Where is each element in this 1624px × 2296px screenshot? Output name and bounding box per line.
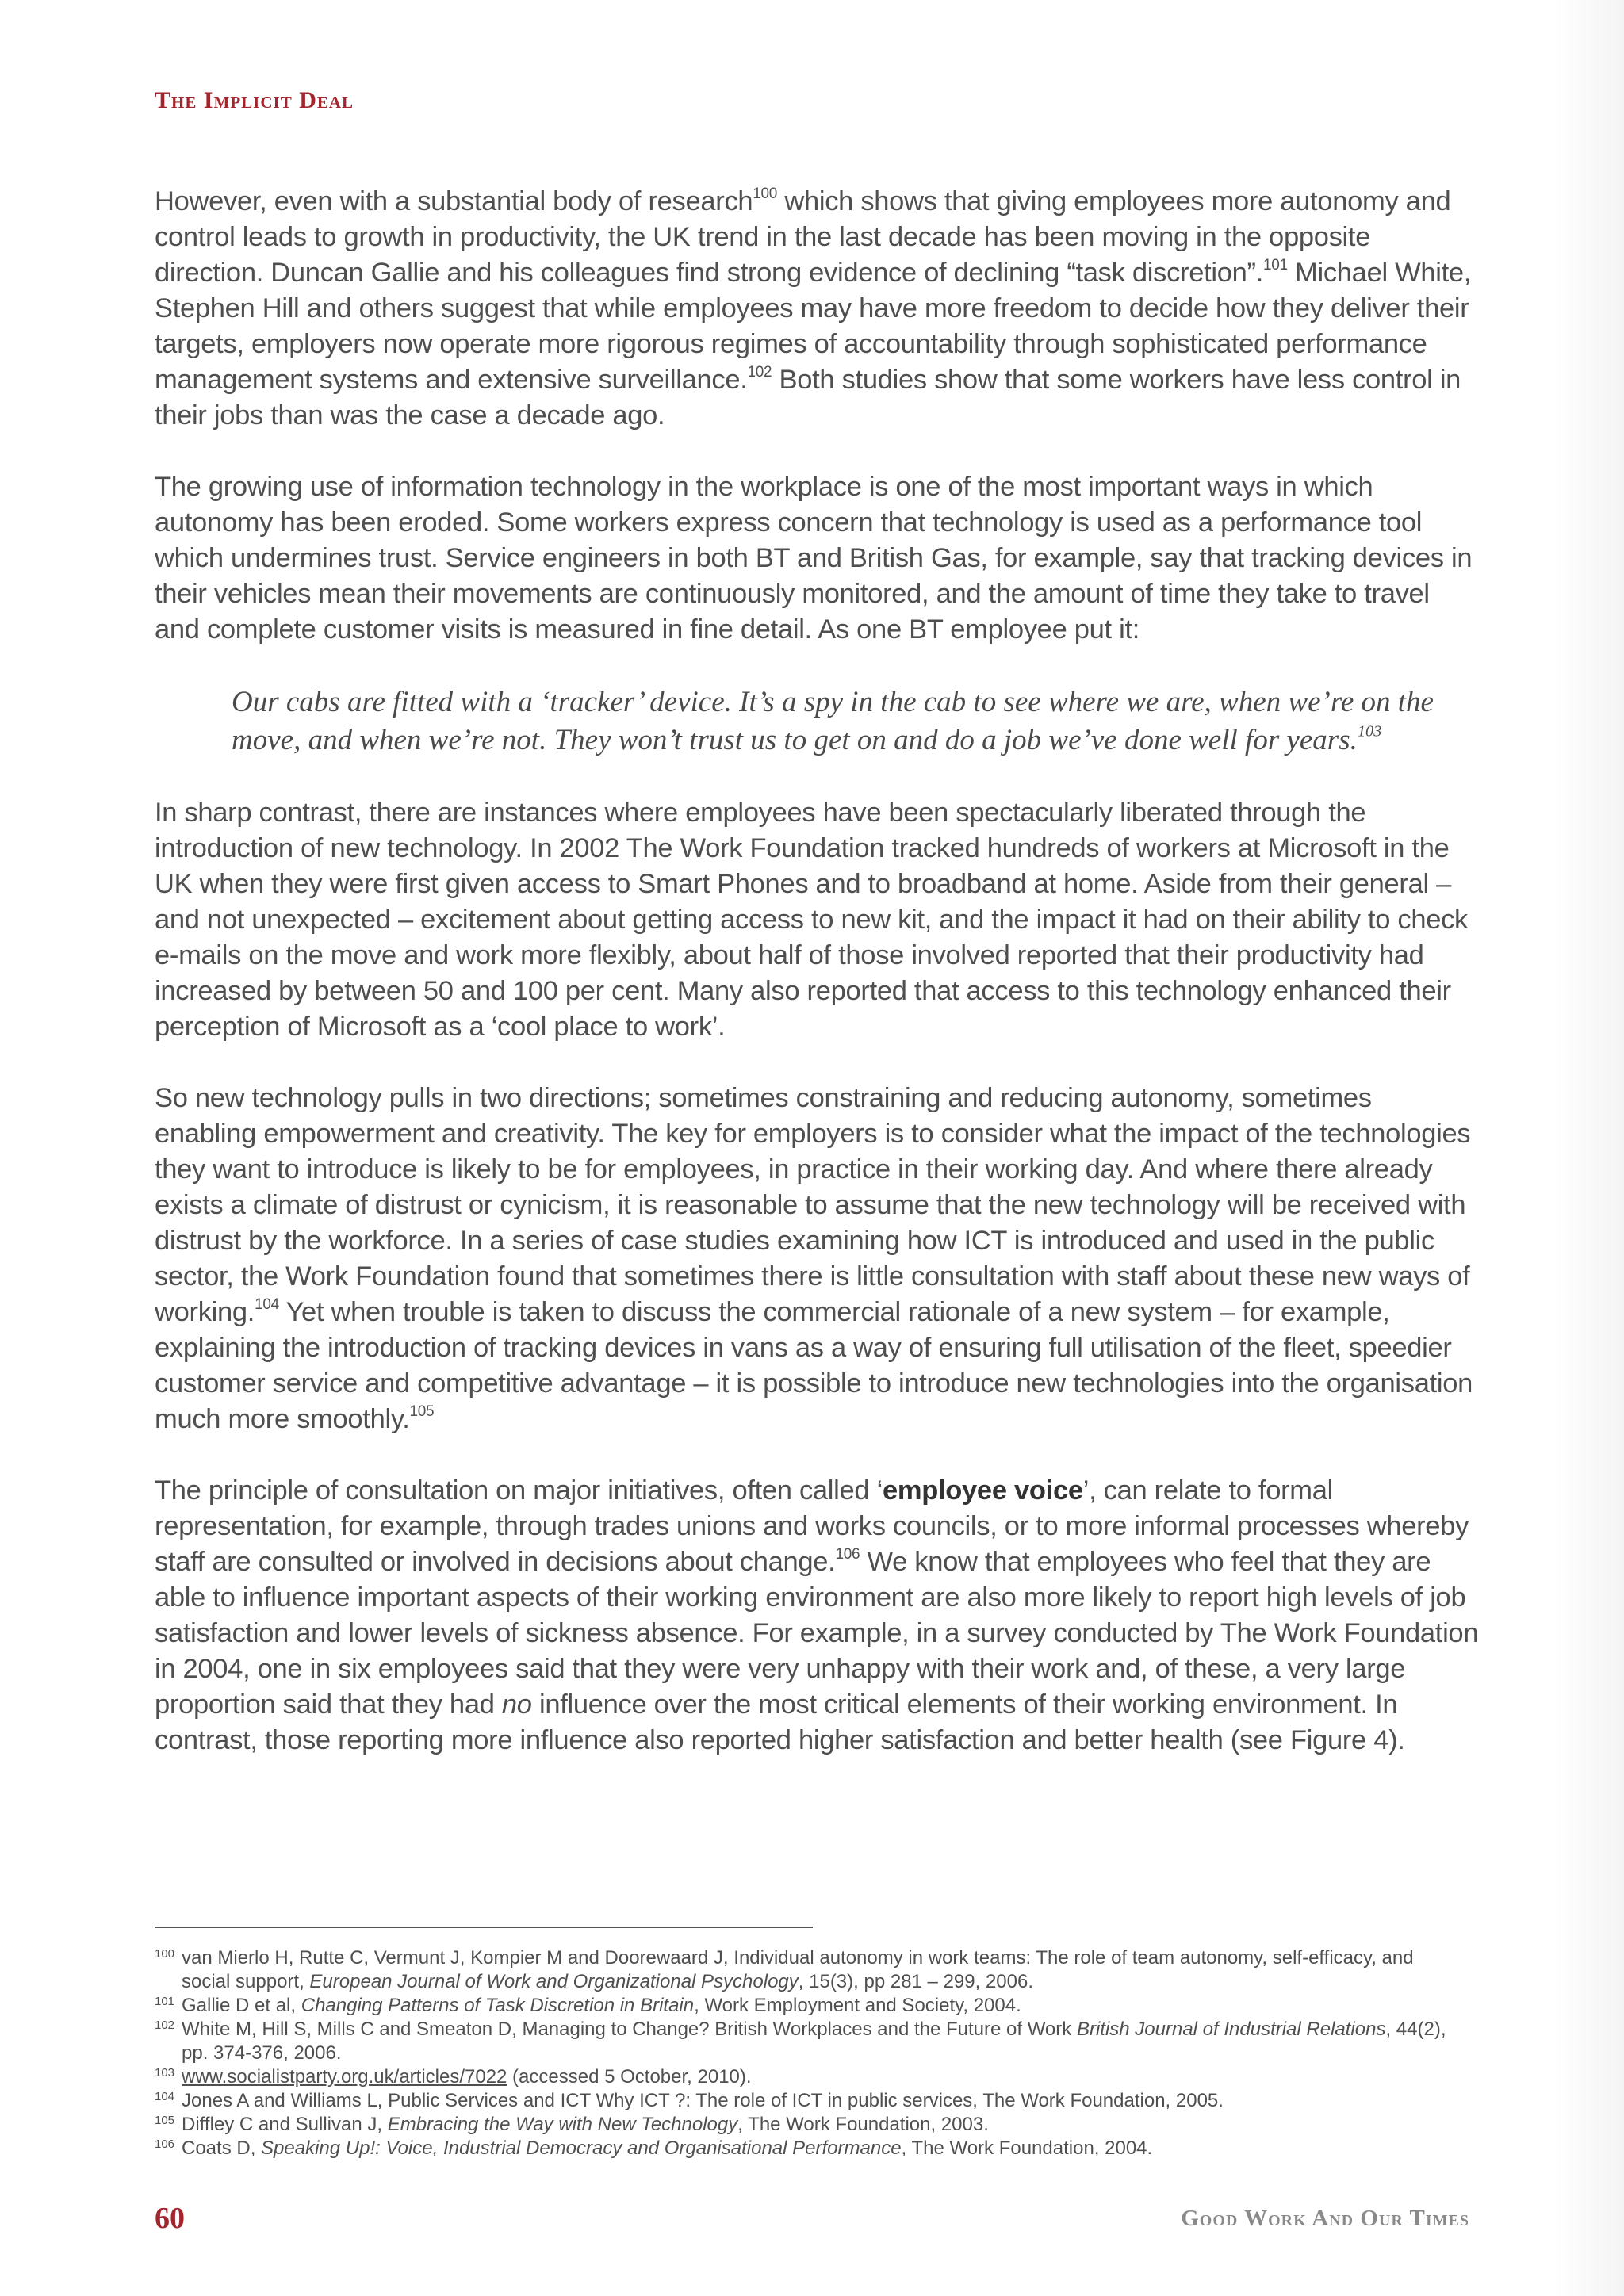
- footnote-ref-103[interactable]: 103: [1357, 722, 1382, 740]
- footnote-101: 101 Gallie D et al, Changing Patterns of Task Discretion in Britain, Work Employment and Society, 2004.: [155, 1995, 1021, 2016]
- running-footer-title: Good Work And Our Times: [1181, 2206, 1469, 2231]
- footnote-text-tail: , The Work Foundation, 2003.: [737, 2114, 989, 2135]
- paragraph-5-text-b: ’, can relate to formal representation, for example, through trades unions and works councils, or to more informal processes whereby staff are consulted or involved in decisions about change.: [155, 1475, 1469, 1577]
- footnote-105: 105 Diffley C and Sullivan J, Embracing the Way with New Technology, The Work Foundation, 2003.: [155, 2114, 989, 2135]
- employee-quote: [232, 683, 1500, 760]
- footnote-text-tail: , Work Employment and Society, 2004.: [694, 1995, 1021, 2016]
- footnote-103: 103 www.socialistparty.org.uk/articles/7022 (accessed 5 October, 2010).: [155, 2066, 752, 2087]
- footnote-title: Embracing the Way with New Technology: [387, 2114, 738, 2135]
- page-number: 60: [155, 2202, 185, 2235]
- footnote-journal: British Journal of Industrial Relations: [1076, 2019, 1386, 2040]
- footnote-text-tail: , 15(3), pp 281 – 299, 2006.: [798, 1971, 1034, 1992]
- paragraph-1: [155, 184, 1479, 434]
- footnote-ref-105[interactable]: 105: [409, 1402, 435, 1420]
- footnotes-list: [155, 1946, 1463, 2160]
- footnote-106: 106 Coats D, Speaking Up!: Voice, Industrial Democracy and Organisational Performance, The Work Foundation, 2004.: [155, 2137, 1153, 2159]
- paragraph-4-text-b: Yet when trouble is taken to discuss the commercial rationale of a new system – for example, explaining the introduction of tracking devices in vans as a way of ensuring full utilisation of the fleet, speedier customer service and competitive advantage – it is possible to introduce new technologies into the organisation much more smoothly.: [155, 1297, 1473, 1434]
- footnote-text: van Mierlo H, Rutte C, Vermunt J, Kompier M and Doorewaard J, Individual autonomy in work teams: The role of team autonomy, self-efficacy, and social support,: [182, 1947, 1414, 1992]
- emphasis-no: no: [501, 1689, 532, 1720]
- footnote-ref-106[interactable]: 106: [835, 1545, 860, 1563]
- footnote-text: Diffley C and Sullivan J,: [182, 2114, 388, 2135]
- main-text-column: [155, 184, 1479, 1794]
- footnote-ref-101[interactable]: 101: [1263, 256, 1288, 274]
- footnote-title: Changing Patterns of Task Discretion in Britain: [301, 1995, 695, 2016]
- paragraph-1-text-a: However, even with a substantial body of research: [155, 186, 753, 216]
- footnote-text: Gallie D et al,: [182, 1995, 301, 2016]
- footnote-102: 102 White M, Hill S, Mills C and Smeaton D, Managing to Change? British Workplaces and the Future of Work British Journal of Industrial Relations, 44(2), pp. 374-376, 2006.: [155, 2019, 1446, 2064]
- footnote-journal: European Journal of Work and Organizational Psychology: [309, 1971, 799, 1992]
- paragraph-4: [155, 1081, 1479, 1437]
- paragraph-1-text-c: Michael White, Stephen Hill and others suggest that while employees may have more freedom to decide how they deliver their targets, employers now operate more rigorous regimes of accountability through sophisticated performance management systems and extensive surveillance.: [155, 258, 1472, 395]
- footnote-ref-104[interactable]: 104: [255, 1295, 279, 1313]
- paragraph-5-text-a: The principle of consultation on major initiatives, often called ‘: [155, 1475, 883, 1506]
- paragraph-5-text-c: We know that employees who feel that they are able to influence important aspects of their working environment are also more likely to report high levels of job satisfaction and lower levels of sickness absence. For example, in a survey conducted by The Work Foundation in 2004, one in six employees said that they were very unhappy with their work and, of these, a very large proportion said that they had: [155, 1547, 1479, 1720]
- paragraph-5-text-d: influence over the most critical elements of their working environment. In contrast, those reporting more influence also reported higher satisfaction and better health (see Figure 4).: [155, 1689, 1405, 1755]
- paragraph-3: In sharp contrast, there are instances where employees have been spectacularly liberated through the introduction of new technology. In 2002 The Work Foundation tracked hundreds of workers at Microsoft in the UK when they were first given access to Smart Phones and to broadband at home. Aside from their general – and not unexpected – excitement about getting access to new kit, and the impact it had on their ability to check e-mails on the move and work more flexibly, about half of those involved reported that their productivity had increased by between 50 and 100 per cent. Many also reported that access to this technology enhanced their perception of Microsoft as a ‘cool place to work’.: [155, 798, 1469, 1042]
- footnote-divider: [155, 1927, 813, 1928]
- paragraph-1-text-d: Both studies show that some workers have less control in their jobs than was the case a decade ago.: [155, 365, 1461, 430]
- paragraph-5: [155, 1473, 1479, 1758]
- employee-voice-term: employee voice: [882, 1475, 1083, 1506]
- footnote-ref-102[interactable]: 102: [747, 363, 772, 381]
- paragraph-1-text-b: which shows that giving employees more autonomy and control leads to growth in productivity, the UK trend in the last decade has been moving in the opposite direction. Duncan Gallie and his colleagues find strong evidence of declining “task discretion”.: [155, 186, 1451, 288]
- quote-text: Our cabs are fitted with a ‘tracker’ device. It’s a spy in the cab to see where we are, when we’re on the move, and when we’re not. They won’t trust us to get on and do a job we’ve done well for years.: [232, 686, 1434, 756]
- paragraph-2: The growing use of information technology in the workplace is one of the most important ways in which autonomy has been eroded. Some workers express concern that technology is used as a performance tool which undermines trust. Service engineers in both BT and British Gas, for example, say that tracking devices in their vehicles mean their movements are continuously monitored, and the amount of time they take to travel and complete customer visits is measured in fine detail. As one BT employee put it:: [155, 472, 1473, 645]
- footnote-text-tail: , The Work Foundation, 2004.: [901, 2137, 1153, 2159]
- footnote-link[interactable]: www.socialistparty.org.uk/articles/7022: [182, 2066, 508, 2087]
- footnote-text: White M, Hill S, Mills C and Smeaton D, Managing to Change? British Workplaces and the Future of Work: [182, 2019, 1077, 2040]
- paragraph-4-text-a: So new technology pulls in two directions; sometimes constraining and reducing autonomy, sometimes enabling empowerment and creativity. The key for employers is to consider what the impact of the technologies they want to introduce is likely to be for employees, in practice in their working day. And where there already exists a climate of distrust or cynicism, it is reasonable to assume that the new technology will be received with distrust by the workforce. In a series of case studies examining how ICT is introduced and used in the public sector, the Work Foundation found that sometimes there is little consultation with staff about these new ways of working.: [155, 1083, 1471, 1327]
- footnote-text-tail: (accessed 5 October, 2010).: [507, 2066, 752, 2087]
- running-header-title: The Implicit Deal: [155, 87, 354, 113]
- footnote-100: 100 van Mierlo H, Rutte C, Vermunt J, Kompier M and Doorewaard J, Individual autonomy in work teams: The role of team autonomy, self-efficacy, and social support, European Journal of Work and Organizational Psychology, 15(3), pp 281 – 299, 2006.: [155, 1947, 1414, 1992]
- footnote-title: Speaking Up!: Voice, Industrial Democracy and Organisational Performance: [261, 2137, 902, 2159]
- footnote-text-tail: , 44(2), pp. 374-376, 2006.: [182, 2019, 1446, 2064]
- footnote-ref-100[interactable]: 100: [753, 185, 778, 202]
- footnote-text: Coats D,: [182, 2137, 262, 2159]
- footnote-104: 104 Jones A and Williams L, Public Services and ICT Why ICT ?: The role of ICT in public services, The Work Foundation, 2005.: [155, 2090, 1224, 2111]
- footnote-text: Jones A and Williams L, Public Services and ICT Why ICT ?: The role of ICT in public services, The Work Foundation, 2005.: [182, 2090, 1224, 2111]
